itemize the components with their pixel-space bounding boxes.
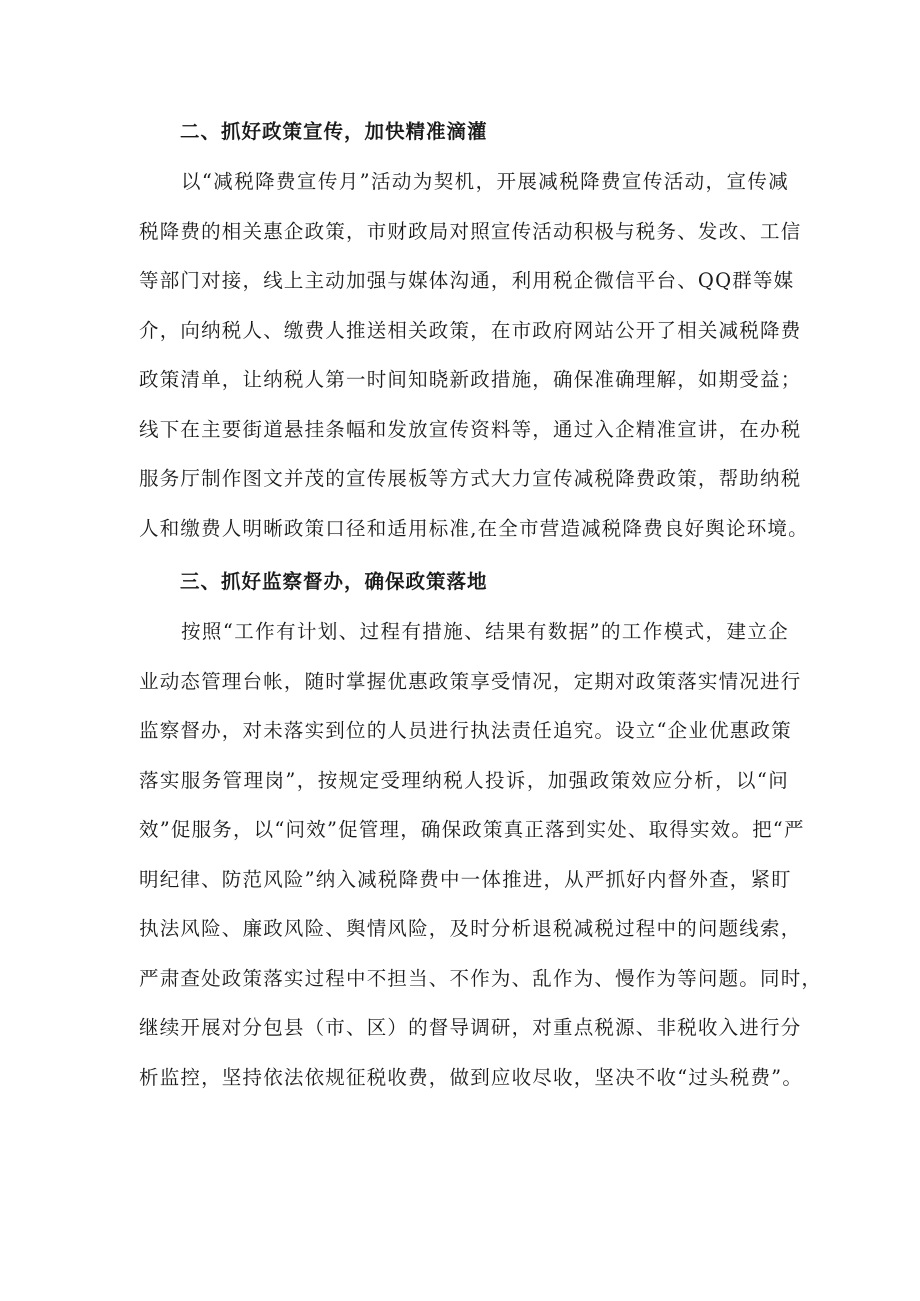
paragraph-supervision: [139, 607, 823, 1102]
text-line: 按照“工作有计划、过程有措施、结果有数据”的工作模式，建立企: [181, 620, 789, 643]
text-line: 以“减税降费宣传月”活动为契机，开展减税降费宣传活动，宣传减: [181, 170, 789, 193]
section-heading-supervision: 三、抓好监察督办，确保政策落地: [180, 570, 488, 593]
text-line: 明纪律、防范风险”纳入减税降费中一体推进，从严抓好内督外查，紧盯: [139, 867, 792, 891]
text-line: 线下在主要街道悬挂条幅和发放宣传资料等，通过入企精准宣讲，在办税: [139, 417, 802, 441]
text-line: 执法风险、廉政风险、舆情风险，及时分析退税减税过程中的问题线索，: [139, 917, 802, 940]
document-page: [139, 107, 823, 1102]
text-line: 效”促服务，以“问效”促管理，确保政策真正落到实处、取得实效。把“严: [139, 818, 805, 841]
text-line: 人和缴费人明晰政策口径和适用标准,在全市营造减税降费良好舆论环境。: [139, 516, 809, 540]
text-line: 继续开展对分包县（市、区）的督导调研，对重点税源、非税收入进行分: [139, 1016, 802, 1039]
text-line: 服务厅制作图文并茂的宣传展板等方式大力宣传减税降费政策，帮助纳税: [139, 467, 802, 490]
text-line: 监察督办，对未落实到位的人员进行执法责任追究。设立“企业优惠政策: [139, 719, 792, 742]
text-line: 业动态管理台帐，随时掌握优惠政策享受情况，定期对政策落实情况进行: [139, 669, 802, 693]
text-line: 介，向纳税人、缴费人推送相关政策，在市政府网站公开了相关减税降费: [139, 318, 802, 342]
text-line: 政策清单，让纳税人第一时间知晓新政措施，确保准确理解，如期受益；: [139, 368, 802, 391]
text-line: 严肃查处政策落实过程中不担当、不作为、乱作为、慢作为等问题。同时，: [139, 966, 823, 990]
paragraph-publicity: [139, 157, 809, 553]
text-line: 等部门对接，线上主动加强与媒体沟通，利用税企微信平台、QQ群等媒: [139, 269, 795, 292]
text-line: 落实服务管理岗”，按规定受理纳税人投诉，加强政策效应分析，以“问: [139, 768, 789, 792]
section-heading-publicity: 二、抓好政策宣传，加快精准滴灌: [180, 120, 488, 143]
text-line: 析监控，坚持依法依规征税收费，做到应收尽收，坚决不收“过头税费”。: [139, 1065, 804, 1089]
text-line: 税降费的相关惠企政策，市财政局对照宣传活动积极与税务、发改、工信: [139, 219, 802, 243]
